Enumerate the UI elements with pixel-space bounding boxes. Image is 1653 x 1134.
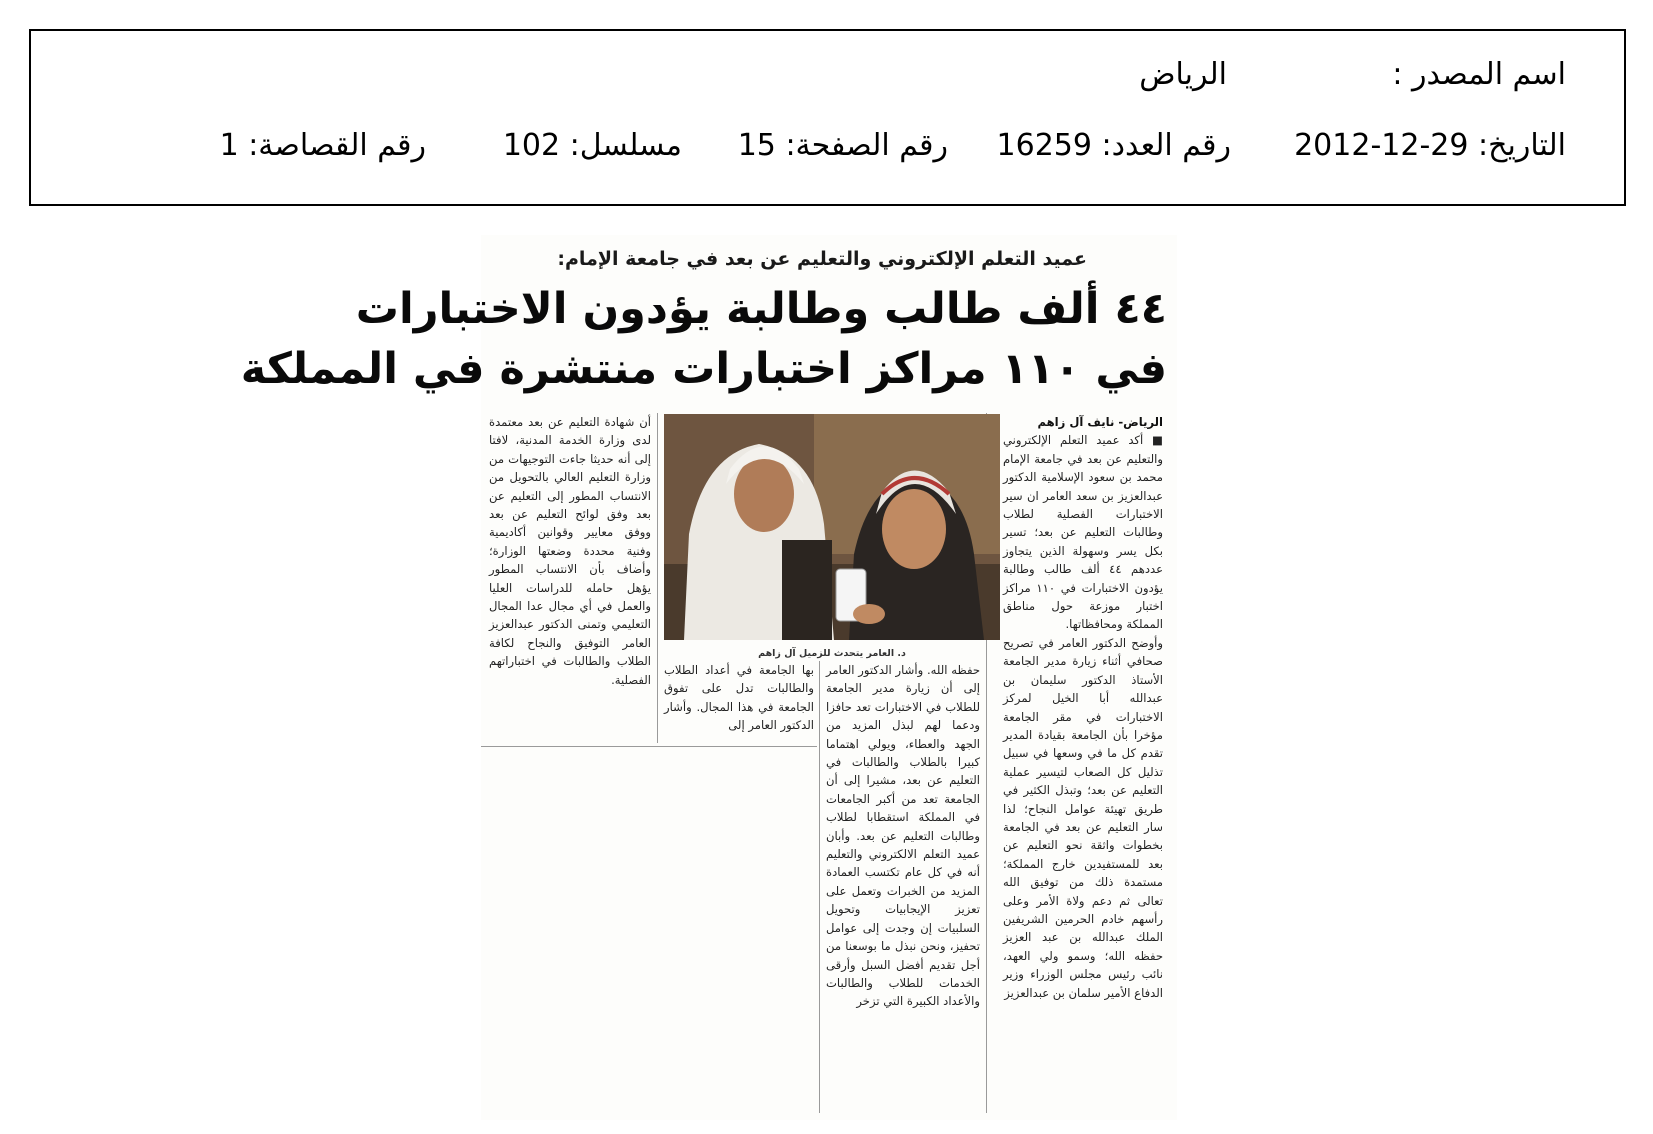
issue-number-field: رقم العدد: 16259: [996, 128, 1231, 163]
article-paragraph: أن شهادة التعليم عن بعد معتمدة لدى وزارة الخدمة المدنية، لافتا إلى أنه حديثا جاءت التوجيهات من وزارة التعليم العالي بالتحويل من الانتساب المطور إلى التعليم عن بعد وفق لوائح التعليم عن بعد ووفق معايير وقوانين أكاديمية وفنية محددة وضعتها الوزارة؛ وأضاف بأن الانتساب المطور يؤهل حامله للدراسات العليا والعمل في أي مجال عدا المجال التعليمي وتمنى الدكتور عبدالعزيز العامر التوفيق والنجاح لكافة الطلاب والطالبات في اختباراتهم الفصلية.: [489, 415, 651, 687]
serial-field: مسلسل: 102: [502, 128, 682, 163]
article-column-2: [826, 661, 980, 1113]
headline-line-2: في ١١٠ مراكز اختبارات منتشرة في المملكة: [240, 344, 1167, 394]
page-number-field: رقم الصفحة: 15: [737, 128, 948, 163]
metadata-row: [31, 126, 1624, 166]
article-column-4: [489, 413, 651, 743]
column-divider: [819, 661, 820, 1113]
clip-number-field: رقم القصاصة: 1: [219, 128, 426, 163]
source-label: اسم المصدر :: [1392, 57, 1566, 92]
article-paragraph: حفظه الله. وأشار الدكتور العامر إلى أن زيارة مدير الجامعة للطلاب في الاختبارات تعد حافزا ودعما لهم لبذل المزيد من الجهد والعطاء، ويولي اهتماما كبيرا بالطلاب والطالبات في التعليم عن بعد، مشيرا إلى أن الجامعة تعد من أكبر الجامعات في المملكة استقطابا لطلاب وطالبات التعليم عن بعد. وأبان عميد التعلم الالكتروني والتعليم أنه في كل عام تكتسب العمادة المزيد من الخبرات وتعمل على تعزيز الإيجابيات وتحويل السلبيات إن وجدت إلى عوامل تحفيز، ونحن نبذل ما بوسعنا من أجل تقديم أفضل السبل وأرقى الخدمات للطلاب والطالبات والأعداد الكبيرة التي تزخر: [826, 663, 980, 1009]
article-kicker: عميد التعلم الإلكتروني والتعليم عن بعد في جامعة الإمام:: [557, 248, 1087, 270]
byline: الرياض- نايف آل زاهم: [1037, 415, 1163, 429]
article-photo: [664, 414, 1000, 640]
photo-caption: د. العامر يتحدث للزميل آل زاهم: [758, 648, 906, 659]
article-lead-paragraph: ■ أكد عميد التعلم الإلكتروني والتعليم عن بعد في جامعة الإمام محمد بن سعود الإسلامية الدكتور عبدالعزيز بن سعد العامر ان سير الاختبارات الفصلية لطلاب وطالبات التعليم عن بعد؛ تسير بكل يسر وسهولة الذين يتجاوز عددهم ٤٤ ألف طالب وطالبة يؤدون الاختبارات في ١١٠ مراكز اختبار موزعة حول مناطق المملكة ومحافظاتها.: [1003, 433, 1163, 632]
date-field: التاريخ: 29-12-2012: [1294, 128, 1566, 163]
headline-line-1: ٤٤ ألف طالب وطالبة يؤدون الاختبارات: [355, 284, 1167, 334]
article-column-3: [664, 661, 814, 741]
column-bottom-rule: [481, 746, 817, 747]
source-info-box: [29, 29, 1626, 206]
article-paragraph: بها الجامعة في أعداد الطلاب والطالبات تدل على تفوق الجامعة في هذا المجال. وأشار الدكتور العامر إلى: [664, 663, 814, 733]
source-row: [31, 55, 1624, 95]
newspaper-clipping: [240, 235, 1177, 1120]
source-value: الرياض: [1139, 57, 1227, 92]
column-divider: [657, 413, 658, 743]
article-column-1: [1003, 413, 1163, 1113]
article-paragraph: وأوضح الدكتور العامر في تصريح صحافي أثناء زيارة مدير الجامعة الأستاذ الدكتور سليمان بن عبدالله أبا الخيل لمركز الاختبارات في مقر الجامعة مؤخرا بأن الجامعة بقيادة المدير تقدم كل ما في وسعها في سبيل تذليل كل الصعاب لتيسير عملية التعليم عن بعد؛ وتبذل الكثير في طريق تهيئة عوامل النجاح؛ لذا سار التعليم عن بعد في الجامعة بخطوات واثقة نحو التعليم عن بعد للمستفيدين خارج المملكة؛ مستمدة ذلك من توفيق الله تعالى ثم دعم ولاة الأمر وعلى رأسهم خادم الحرمين الشريفين الملك عبدالله بن عبد العزيز حفظه الله؛ وسمو ولي العهد، نائب رئيس مجلس الوزراء وزير الدفاع الأمير سلمان بن عبدالعزيز: [1003, 635, 1163, 1000]
interview-photo-illustration: [664, 414, 1000, 640]
